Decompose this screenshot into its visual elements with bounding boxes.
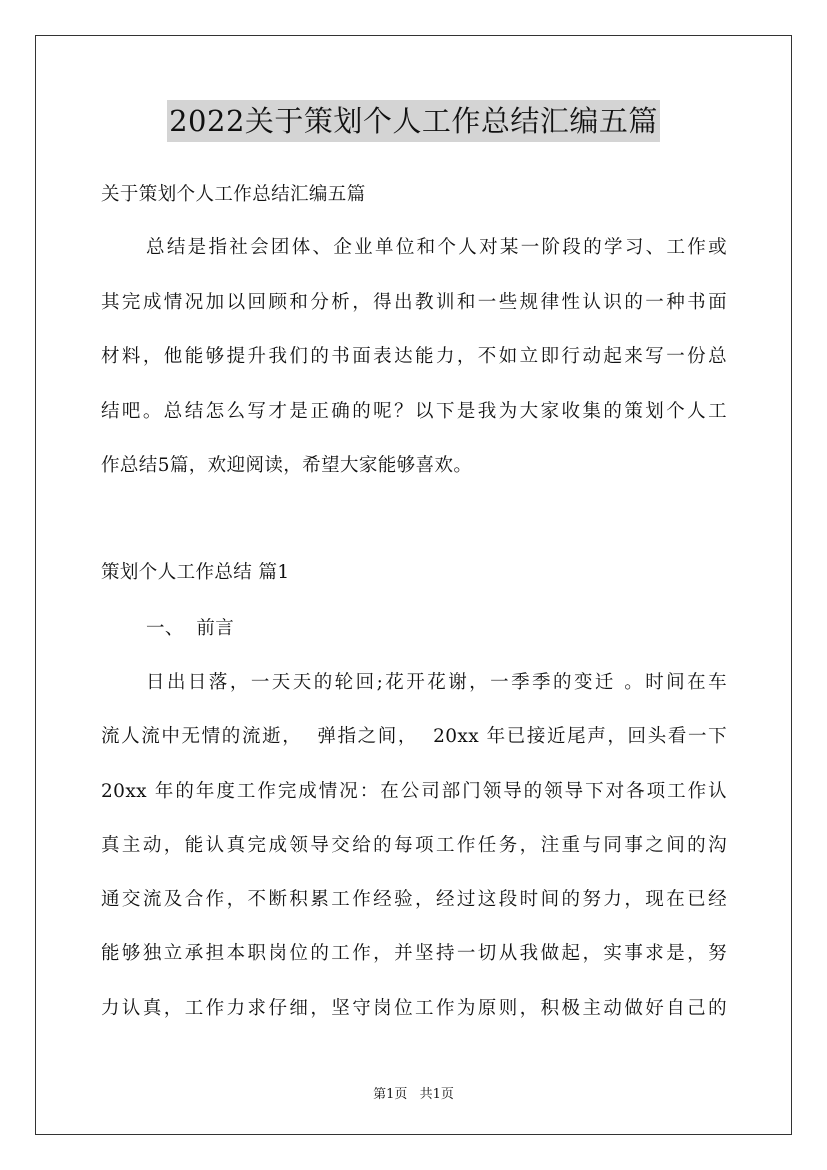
page-total: 共1页 — [419, 1087, 454, 1102]
body-line: 20xx 年的年度工作完成情况：在公司部门领导的领导下对各项工作认 — [101, 781, 727, 802]
document-title — [0, 100, 827, 144]
section-heading: 策划个人工作总结 篇1 — [101, 562, 290, 583]
document-title-text: 2022关于策划个人工作总结汇编五篇 — [167, 100, 660, 142]
intro-line: 其完成情况加以回顾和分析，得出教训和一些规律性认识的一种书面 — [101, 292, 727, 313]
body-line: 通交流及合作，不断积累工作经验，经过这段时间的努力，现在已经 — [101, 889, 727, 910]
body-line: 真主动，能认真完成领导交给的每项工作任务，注重与同事之间的沟 — [101, 835, 727, 856]
sub-heading: 一、 前言 — [146, 618, 235, 639]
page-footer — [0, 1083, 827, 1102]
body-line: 力认真，工作力求仔细，坚守岗位工作为原则，积极主动做好自己的 — [101, 998, 727, 1019]
body-line: 能够独立承担本职岗位的工作，并坚持一切从我做起，实事求是，努 — [101, 943, 727, 964]
intro-line: 材料，他能够提升我们的书面表达能力，不如立即行动起来写一份总 — [101, 346, 727, 367]
intro-line: 作总结5篇，欢迎阅读，希望大家能够喜欢。 — [101, 455, 473, 476]
intro-line: 结吧。总结怎么写才是正确的呢？以下是我为大家收集的策划个人工 — [101, 401, 727, 422]
document-subtitle: 关于策划个人工作总结汇编五篇 — [101, 184, 366, 205]
page-number: 第1页 — [373, 1087, 408, 1102]
body-line: 流人流中无情的流逝， 弹指之间， 20xx 年已接近尾声，回头看一下 — [101, 726, 727, 747]
intro-line: 总结是指社会团体、企业单位和个人对某一阶段的学习、工作或 — [146, 237, 727, 258]
body-line: 日出日落，一天天的轮回;花开花谢，一季季的变迁 。时间在车 — [146, 672, 727, 693]
